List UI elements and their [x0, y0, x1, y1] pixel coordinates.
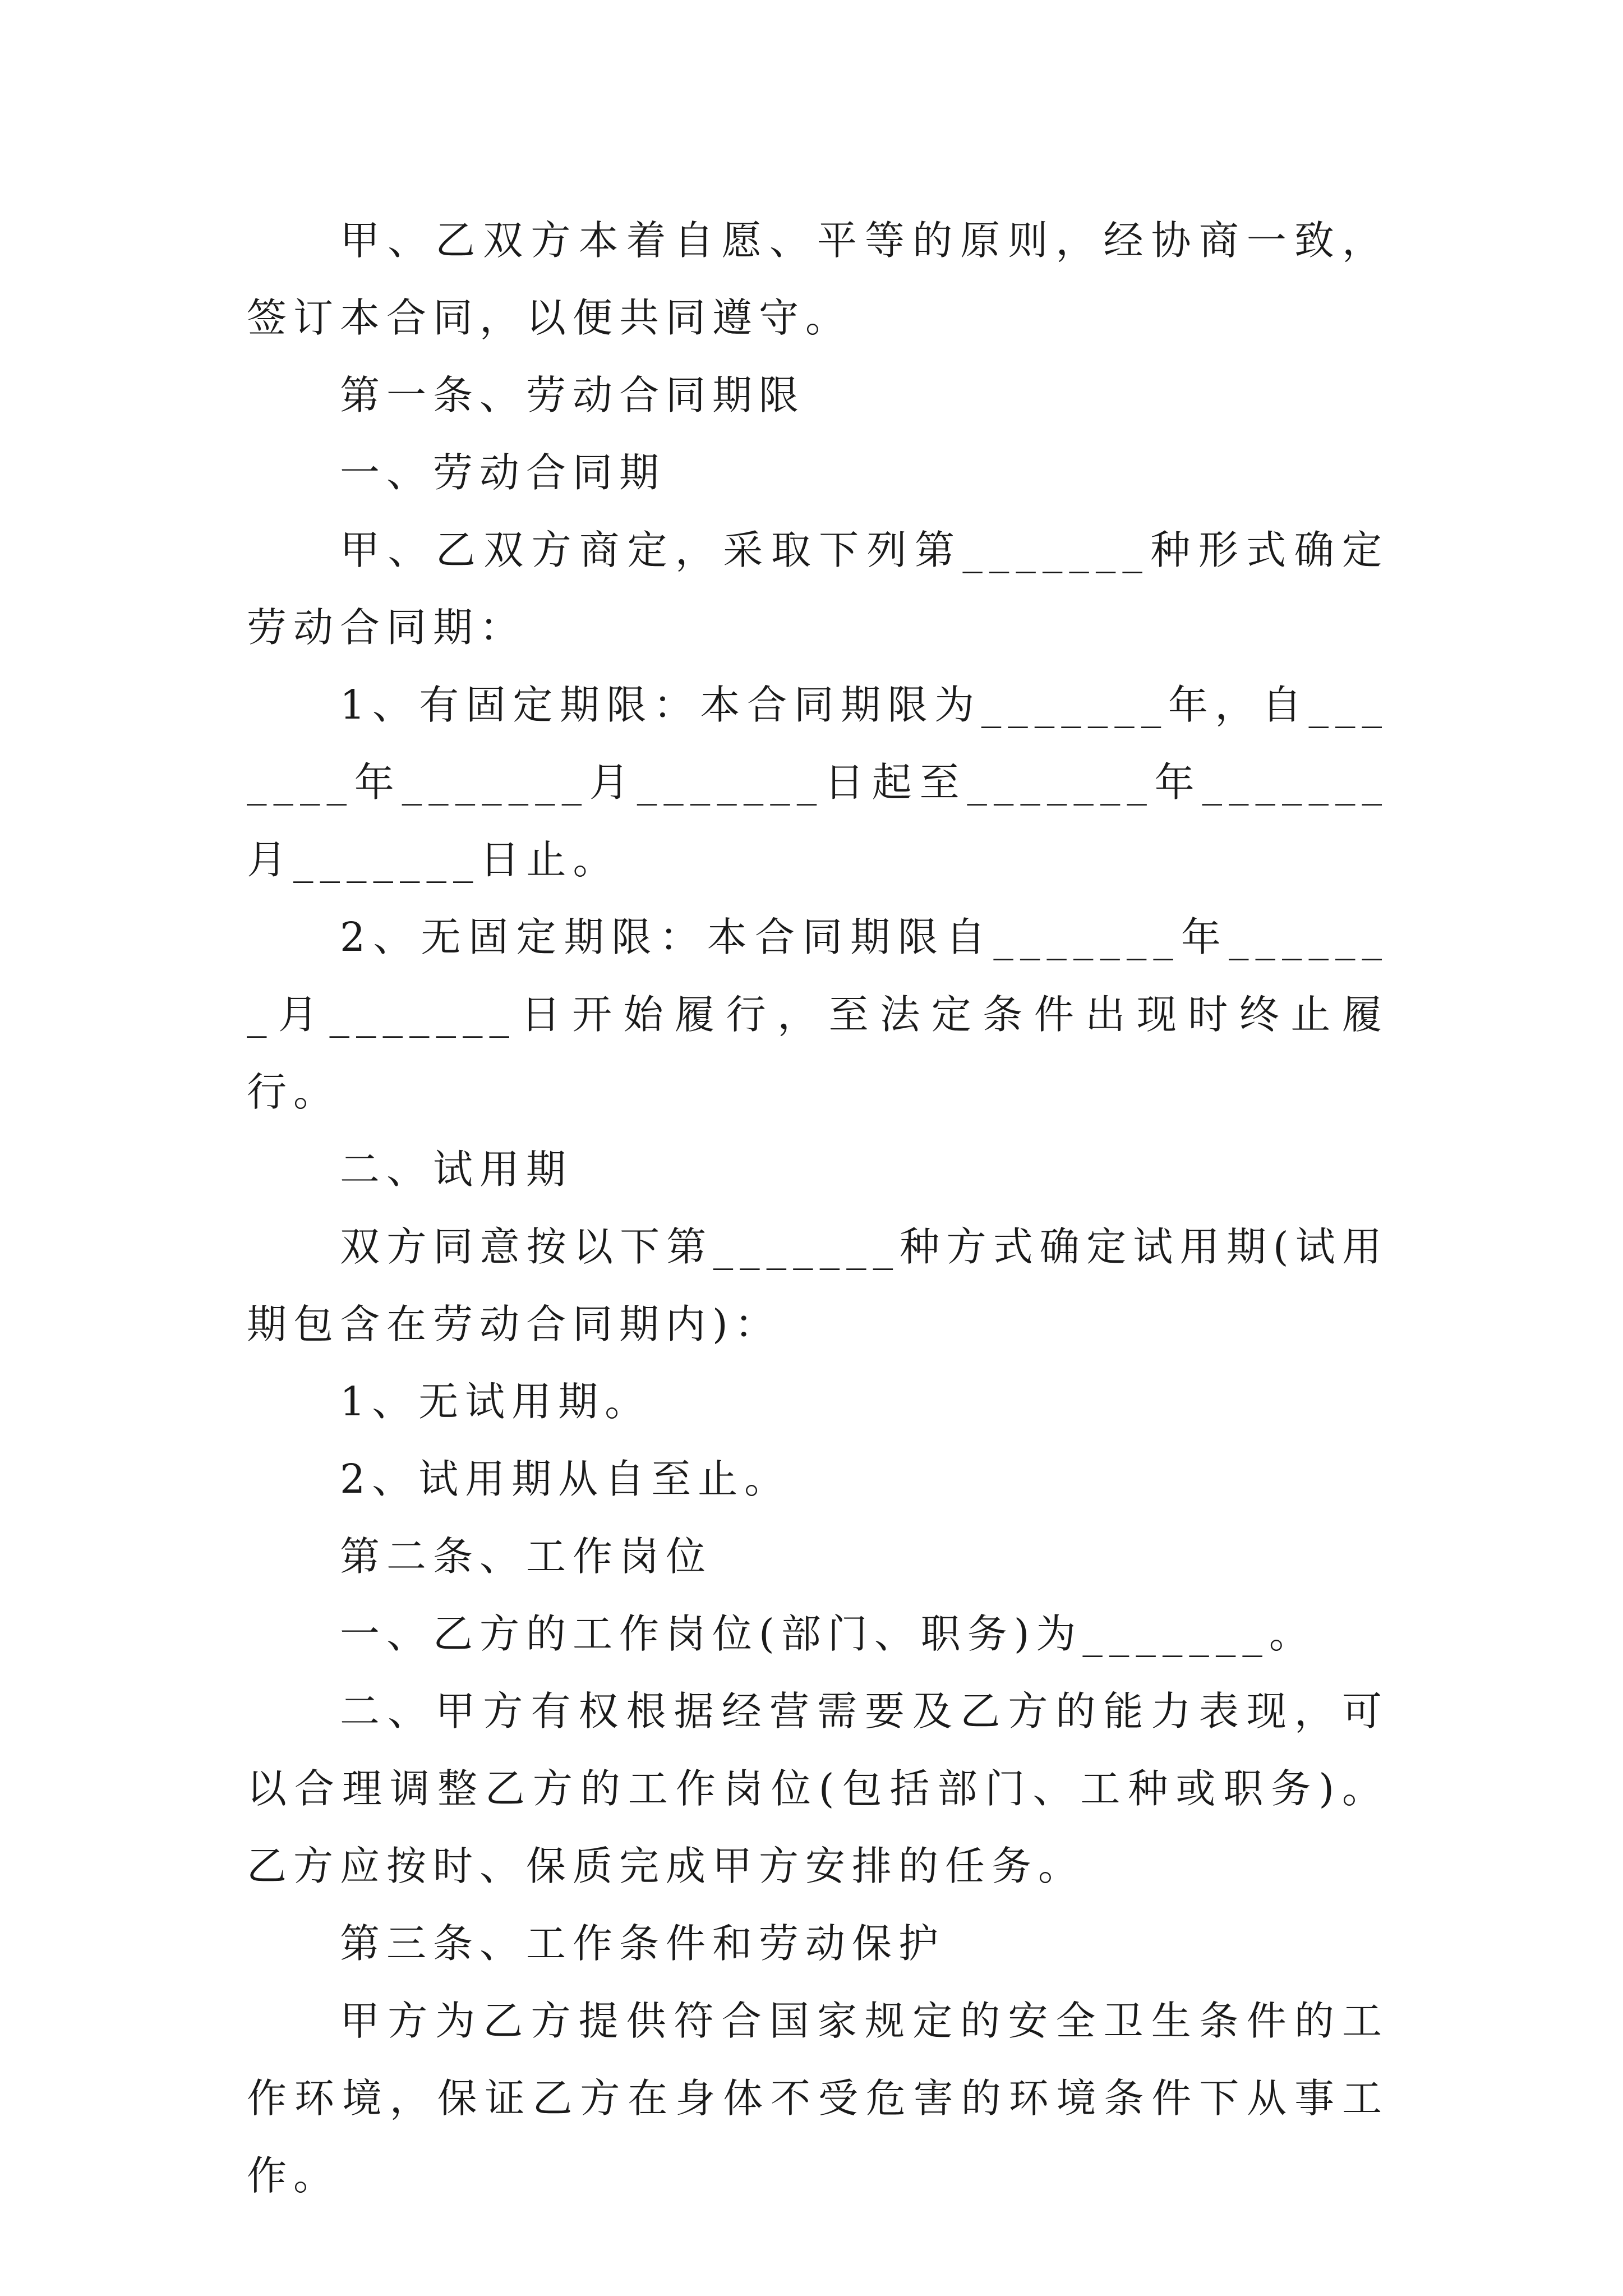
paragraph-fixed-term: 1、有固定期限：本合同期限为_______年，自_______年_______月_______日起至_______年_______月_______日止。: [247, 682, 1389, 883]
paragraph-job-position: 一、乙方的工作岗位(部门、职务)为_______。: [340, 1611, 1316, 1657]
article-1-heading: 第一条、劳动合同期限: [340, 372, 806, 418]
paragraph-open-term: 2、无固定期限：本合同期限自_______年_______月_______日开始履行，至法定条件出现时终止履行。: [247, 914, 1389, 1115]
document-body: [247, 202, 1389, 2215]
paragraph-job-adjustment: 二、甲方有权根据经营需要及乙方的能力表现，可以合理调整乙方的工作岗位(包括部门、工种或职务)。乙方应按时、保质完成甲方安排的任务。: [247, 1688, 1389, 1889]
article-3-heading: 第三条、工作条件和劳动保护: [340, 1920, 946, 1967]
paragraph-no-probation: 1、无试用期。: [340, 1378, 652, 1425]
section-probation-heading: 二、试用期: [340, 1146, 573, 1193]
paragraph-preamble: 甲、乙双方本着自愿、平等的原则，经协商一致，签订本合同，以便共同遵守。: [247, 217, 1389, 341]
paragraph-term-form: 甲、乙双方商定，采取下列第_______种形式确定劳动合同期：: [247, 527, 1389, 651]
paragraph-probation-period: 2、试用期从自至止。: [340, 1456, 791, 1502]
section-contract-term-heading: 一、劳动合同期: [340, 449, 666, 496]
paragraph-probation-form: 双方同意按以下第_______种方式确定试用期(试用期包含在劳动合同期内)：: [247, 1223, 1389, 1347]
paragraph-work-conditions: 甲方为乙方提供符合国家规定的安全卫生条件的工作环境，保证乙方在身体不受危害的环境条件下从事工作。: [247, 1998, 1389, 2199]
article-2-heading: 第二条、工作岗位: [340, 1533, 713, 1580]
